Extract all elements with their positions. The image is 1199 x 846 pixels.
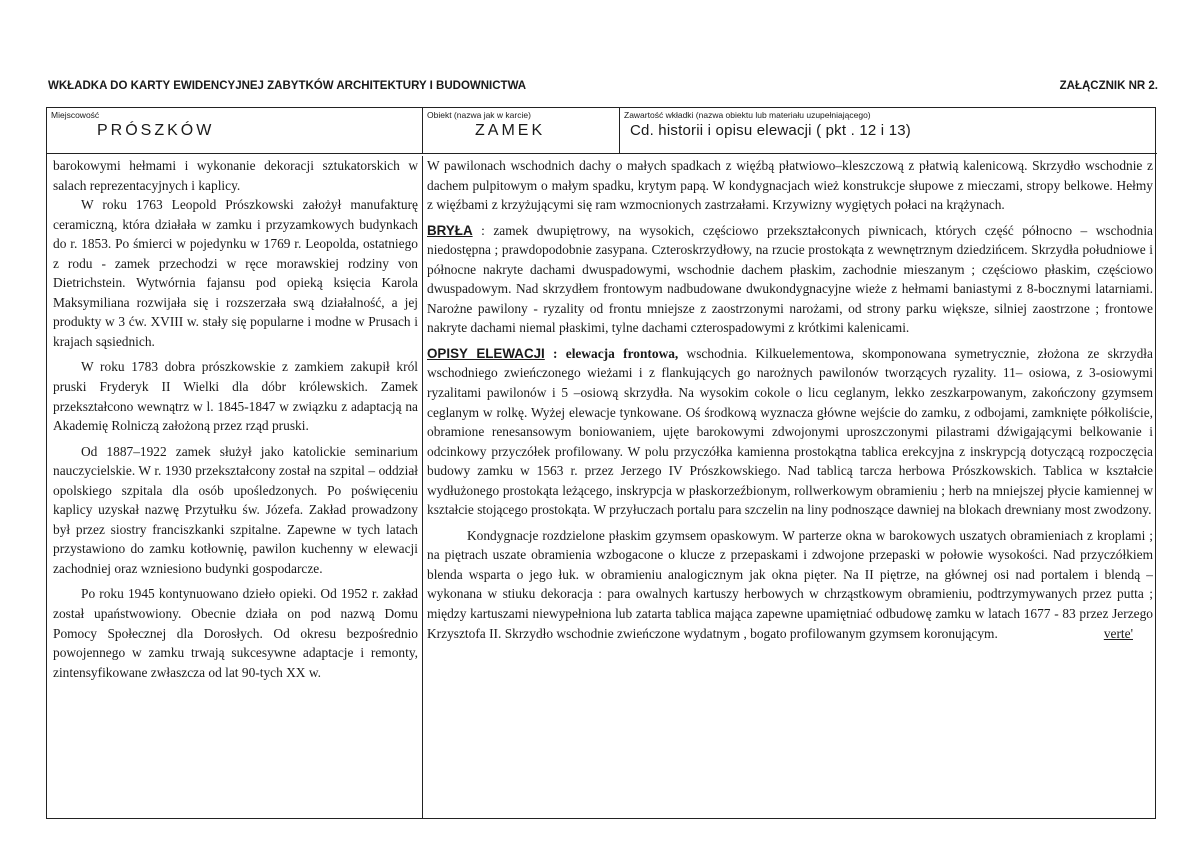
- bryla-paragraph: [427, 221, 1153, 338]
- contents-label: Zawartość wkładki (nazwa obiektu lub materiału uzupełniającego): [624, 110, 871, 120]
- bryla-text: : zamek dwupiętrowy, na wysokich, częściowo przekształconych piwnicach, których część północno – wschodnia niedostępna ; prawdopodobnie zasypana. Czteroskrzydłowy, na rzucie prostokąta z wewnętrznym dziedzińcem. Skrzydła południowe i północne nakryte dachami dwuspadowymi, wschodnie dachem płaskim, zachodnie mieszanym ; częściowo płaskim, częściowo dwuspadowym. Nad skrzydłem frontowym nadbudowane dwukondygnacyjne wieże z hełmami baniastymi z 8-bocznymi latarniami. Narożne pawilony - ryzality od frontu mniejsze z zaostrzonymi narożami, od strony parku większe, silniej zaostrzone ; frontowe nakryte dachami niemal płaskimi, tylne dachami czterospadowymi z krótkimi kalenicami.: [427, 222, 1153, 336]
- facade-paragraph: [427, 344, 1153, 520]
- history-paragraph: Po roku 1945 kontynuowano dzieło opieki. Od 1952 r. zakład został upaństwowiony. Obecnie działa on pod nazwą Domu Pomocy Społecznej dla Dorosłych. Od okresu bezpośrednio powojennego w zamku trwają sukcesywne adaptacje i remonty, zintensyfikowane zwłaszcza od lat 90-tych XX w.: [53, 586, 418, 680]
- form-header: [48, 80, 1158, 96]
- opisy-text: wschodnia. Kilkuelementowa, skomponowana symetrycznie, złożona ze skrzydła wschodniego zwieńczonego wieżami i z flankujących go narożnych pawilonów tworzących ryzality. 11– osiowa, z 3-osiowymi ryzalitami pawilonów i 5 –osiową skrzydła. Na wysokim cokole o licu ceglanym, lekko zeszkarpowanym, zakończony gzymsem ceglanym w rolkę. Wyżej elewacje tynkowane. Oś środkową wyznacza główne wejście do zamku, z odbojami, zamknięte półkoliście, obramione renesansowym boniowaniem, ujęte barokowymi zdwojonymi uproszczonymi pilastrami dźwigającymi belkowanie i odcinkowy przyczółek profilowany. W polu przyczółka kamienna prostokątna tablica erekcyjna z inskrypcją dotyczącą rozpoczęcia budowy zamku w 1563 r. przez Jerzego IV Prószkowskiego. Nad tablicą tarcza herbowa Prószkowskich. Tablica w kształcie wydłużonego prostokąta leżącego, inskrypcja w płaskorzeźbionym, rollwerkowym obramieniu ; herb na mniejszej płycie kamiennej w kształcie stojącego prostokąta. W przyłuczach portalu para szczelin na liny podnoszące dawniej na blokach drewniany most zwodzony.: [427, 345, 1153, 518]
- opisy-heading: OPISY ELEWACJI: [427, 345, 545, 361]
- object-cell: [423, 108, 620, 154]
- bryla-heading: BRYŁA: [427, 222, 473, 238]
- record-sheet: [46, 107, 1156, 819]
- object-label: Obiekt (nazwa jak w karcie): [427, 110, 531, 120]
- form-title: WKŁADKA DO KARTY EWIDENCYJNEJ ZABYTKÓW ARCHITEKTURY I BUDOWNICTWA: [48, 80, 527, 92]
- history-paragraph: Od 1887–1922 zamek służył jako katolickie seminarium nauczycielskie. W r. 1930 przekształcony został na szpital – oddział opolskiego szpitala dla osób upośledzonych. Po poświęceniu kaplicy uzyskał nazwę Przytułku św. Józefa. Zakład prowadzony był przez siostry franciszkanki szpitalne. Zapewne w tych latach przystawiono do zamku kotłownię, pawilon kuchenny w elewacji zachodniej oraz wzniesiono budynki gospodarcze.: [53, 443, 418, 576]
- history-paragraph: W roku 1783 dobra prószkowskie z zamkiem zakupił król pruski Fryderyk II Wielki dla dóbr królewskich. Zamek przekształcono wewnątrz w l. 1845-1847 w związku z adaptacją na Akademię Rolniczą założoną przez rząd pruski.: [53, 359, 418, 434]
- locality-cell: [47, 108, 423, 154]
- storeys-paragraph: [427, 526, 1153, 643]
- field-row: [47, 108, 1155, 154]
- contents-cell: [620, 108, 1157, 154]
- locality-value: PRÓSZKÓW: [97, 122, 215, 139]
- description-column: [423, 156, 1157, 818]
- history-column: [47, 156, 423, 818]
- object-value: ZAMEK: [475, 122, 546, 139]
- locality-label: Miejscowość: [51, 110, 100, 120]
- opisy-subheading: : elewacja frontowa,: [553, 345, 679, 361]
- roof-paragraph: W pawilonach wschodnich dachy o małych spadkach z więźbą płatwiowo–kleszczową z płatwią kalenicową. Skrzydło wschodnie z dachem pulpitowym o małym spadku, krytym papą. W kondygnacjach wież konstrukcje słupowe z mieczami, stropy belkowe. Hełmy z więźbami z krzyżującymi się ram wzmocnionych zastrzałami. Krzywizny wygiętych połaci na krążynach.: [427, 158, 1153, 213]
- history-paragraph: W roku 1763 Leopold Prószkowski założył manufakturę ceramiczną, która działała w zamku i przyzamkowych budynkach do r. 1853. Po śmierci w pojedynku w 1769 r. Leopolda, ostatniego z rodu - zamek przechodzi w ręce morawskiej rodziny von Dietrichstein. Wytwórnia fajansu pod opieką księcia Karola Maksymiliana rozwijała się i rozszerzała swą działalność, a jej produkty w 3 ćw. XVIII w. stały się popularne i modne w Prusach i krajach sąsiednich.: [53, 197, 418, 349]
- verte-note: verte': [1103, 625, 1133, 641]
- contents-value: Cd. historii i opisu elewacji ( pkt . 12 i 13): [630, 122, 911, 139]
- attachment-number: ZAŁĄCZNIK NR 2.: [1059, 80, 1158, 92]
- history-paragraph: barokowymi hełmami i wykonanie dekoracji sztukatorskich w salach reprezentacyjnych i kaplicy.: [53, 158, 418, 193]
- storeys-text: Kondygnacje rozdzielone płaskim gzymsem opaskowym. W parterze okna w barokowych uszatych obramieniach z kroplami ; na piętrach uszate obramienia wzbogacone o klucze z przepaskami i zdwojone przepaski w połowie wysokości. Nad przyczółkiem blenda wsparta o jego łuk. w obramieniu analogicznym jak okna pięter. Na II piętrze, na głównej osi nad portalem i blendą – wykonana w stiuku dekoracja : para owalnych kartuszy herbowych w chrząstkowym obramieniu, podtrzymywanych przez putta ; między kartuszami niewypełniona lub zatarta tablica mająca zapewne upamiętniać odbudowę zamku w latach 1677 - 83 przez Jerzego Krzysztofa II. Skrzydło wschodnie zwieńczone wydatnym , bogato profilowanym gzymsem koronującym.: [427, 527, 1153, 641]
